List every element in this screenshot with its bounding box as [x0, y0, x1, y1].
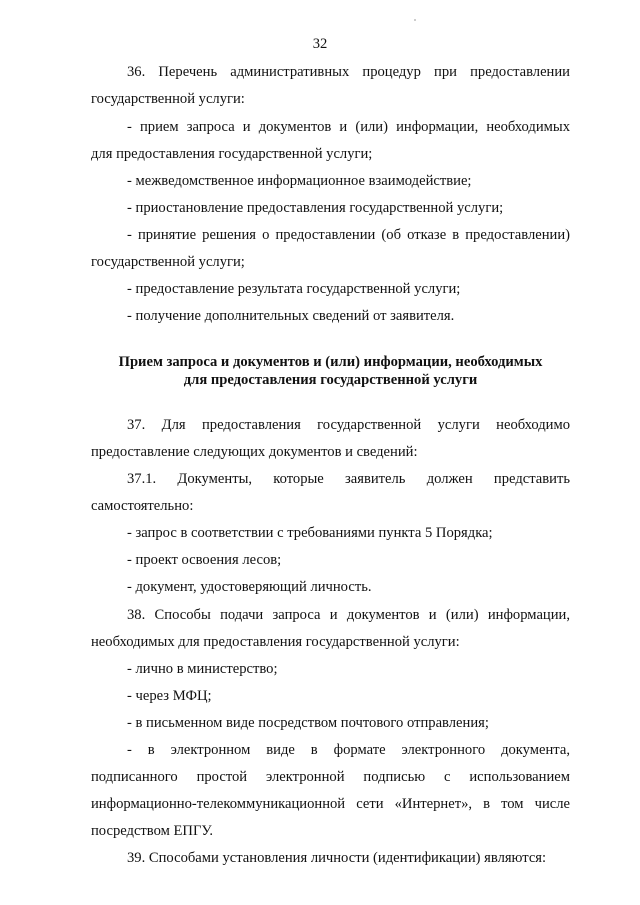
- paragraph-38-line-2: необходимых для предоставления государственной услуги:: [91, 634, 460, 650]
- paragraph-37-line-2: предоставление следующих документов и сведений:: [91, 444, 418, 460]
- list-item-line: - через МФЦ;: [127, 688, 212, 704]
- list-item-line: для предоставления государственной услуги;: [91, 146, 373, 162]
- section-heading-line-1: Прием запроса и документов и (или) информации, необходимых: [118, 354, 543, 370]
- list-item-line: - приостановление предоставления государственной услуги;: [127, 200, 504, 216]
- page-number: 32: [312, 36, 328, 52]
- list-item-line: государственной услуги;: [91, 254, 245, 270]
- list-item-line: - принятие решения о предоставлении (об отказе в предоставлении): [127, 227, 570, 243]
- list-item-line: посредством ЕПГУ.: [91, 823, 213, 839]
- list-item-line: подписанного простой электронной подписью с использованием: [91, 769, 570, 785]
- list-item-line: - прием запроса и документов и (или) информации, необходимых: [127, 119, 570, 135]
- list-item-line: - предоставление результата государственной услуги;: [127, 281, 461, 297]
- list-item-line: информационно-телекоммуникационной сети «Интернет», в том числе: [91, 796, 570, 812]
- paragraph-38-line-1: 38. Способы подачи запроса и документов и (или) информации,: [127, 607, 570, 623]
- paragraph-37-line-1: 37. Для предоставления государственной услуги необходимо: [127, 417, 570, 433]
- paragraph-39-line-1: 39. Способами установления личности (идентификации) являются:: [127, 850, 547, 866]
- list-item-line: - межведомственное информационное взаимодействие;: [127, 173, 472, 189]
- list-item-line: - документ, удостоверяющий личность.: [127, 579, 372, 595]
- list-item-line: - запрос в соответствии с требованиями пункта 5 Порядка;: [127, 525, 493, 541]
- list-item-line: - в электронном виде в формате электронного документа,: [127, 742, 570, 758]
- paragraph-36-line-1: 36. Перечень административных процедур при предоставлении: [127, 64, 570, 80]
- scan-speck: [414, 19, 416, 21]
- paragraph-37-1-line-1: 37.1. Документы, которые заявитель должен представить: [127, 471, 570, 487]
- section-heading-line-2: для предоставления государственной услуги: [183, 372, 478, 388]
- list-item-line: - лично в министерство;: [127, 661, 278, 677]
- list-item-line: - проект освоения лесов;: [127, 552, 282, 568]
- paragraph-36-line-2: государственной услуги:: [91, 91, 245, 107]
- list-item-line: - в письменном виде посредством почтового отправления;: [127, 715, 489, 731]
- paragraph-37-1-line-2: самостоятельно:: [91, 498, 194, 514]
- list-item-line: - получение дополнительных сведений от заявителя.: [127, 308, 455, 324]
